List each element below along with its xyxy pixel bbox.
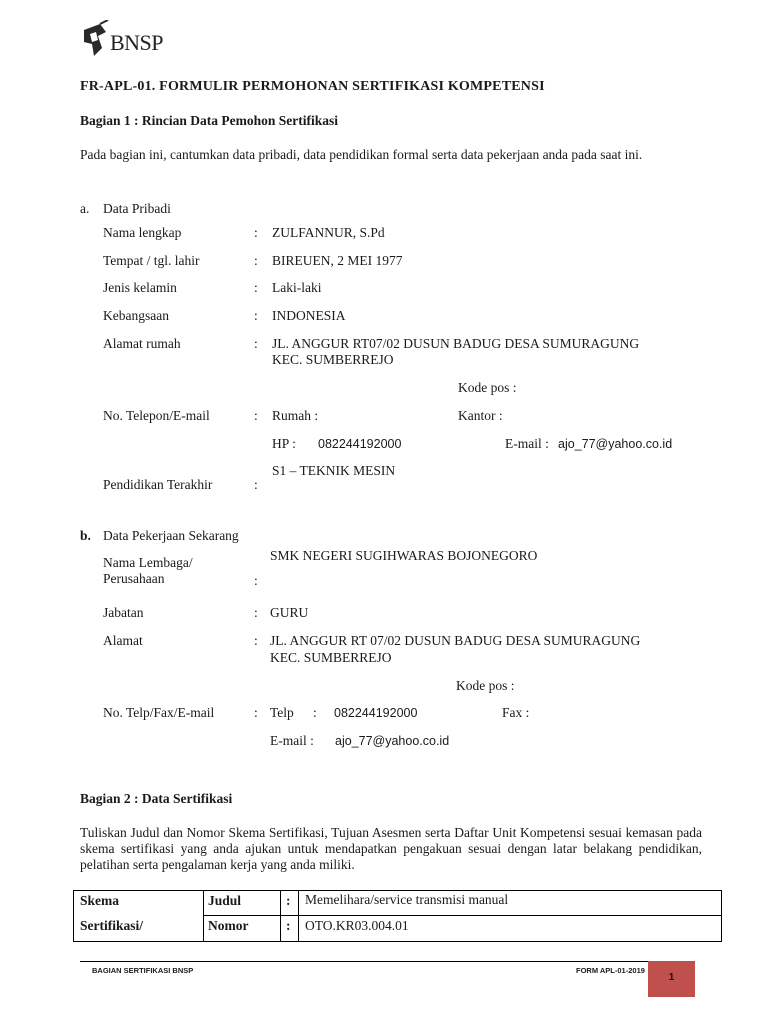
email-kantor-value: ajo_77@yahoo.co.id	[335, 734, 450, 748]
ttl-value: BIREUEN, 2 MEI 1977	[272, 253, 403, 268]
kebangsaan-value: INDONESIA	[272, 308, 346, 323]
data-pekerjaan-title: Data Pekerjaan Sekarang	[103, 528, 239, 543]
colon: :	[254, 280, 258, 295]
pendidikan-label: Pendidikan Terakhir	[103, 477, 213, 492]
list-marker-a: a.	[80, 201, 90, 216]
colon: :	[254, 336, 258, 351]
form-title: FR-APL-01. FORMULIR PERMOHONAN SERTIFIKASI KOMPETENSI	[80, 79, 545, 94]
certification-table	[73, 890, 722, 942]
skema-label-line2: Sertifikasi/	[80, 918, 143, 933]
lembaga-label-line2: Perusahaan	[103, 571, 165, 586]
email-label: E-mail :	[505, 436, 549, 451]
email-value: ajo_77@yahoo.co.id	[558, 437, 673, 451]
nama-label: Nama lengkap	[103, 225, 182, 240]
rumah-label: Rumah :	[272, 408, 319, 423]
jabatan-label: Jabatan	[103, 605, 144, 620]
telp-label: Telp	[270, 705, 294, 720]
section-1-intro: Pada bagian ini, cantumkan data pribadi, data pendidikan formal serta data pekerjaan anda pada saat ini.	[80, 147, 643, 162]
nomor-label: Nomor	[208, 918, 249, 933]
section-2-intro: Tuliskan Judul dan Nomor Skema Sertifikasi, Tujuan Asesmen serta Daftar Unit Kompetensi sesuai kemasan pada skema sertifikasi yang anda ajukan untuk mendapatkan pengakuan sesuai dengan latar belakang pendidikan, pelatihan serta pengalaman kerja yang anda miliki.	[80, 825, 702, 872]
footer-rule	[80, 961, 648, 962]
hp-value: 082244192000	[318, 437, 402, 451]
lembaga-label-line1: Nama Lembaga/	[103, 555, 193, 570]
list-marker-b: b.	[80, 528, 91, 543]
bnsp-emblem-icon	[80, 20, 110, 60]
kebangsaan-label: Kebangsaan	[103, 308, 169, 323]
fax-label: Fax :	[502, 705, 530, 720]
ttl-label: Tempat / tgl. lahir	[103, 253, 200, 268]
colon: :	[254, 705, 258, 720]
bnsp-logo-text: BNSP	[110, 30, 164, 55]
alamat-rumah-label: Alamat rumah	[103, 336, 181, 351]
lembaga-value: SMK NEGERI SUGIHWARAS BOJONEGORO	[270, 548, 538, 563]
table-divider	[203, 915, 721, 916]
kode-pos-label: Kode pos :	[458, 380, 517, 395]
footer-right-text: FORM APL-01-2019	[576, 966, 645, 975]
page-number: 1	[668, 972, 675, 983]
alamat-kantor-label: Alamat	[103, 633, 143, 648]
colon: :	[286, 918, 291, 933]
colon: :	[254, 253, 258, 268]
skema-label-line1: Skema	[80, 893, 120, 908]
telepon-email-label: No. Telepon/E-mail	[103, 408, 210, 423]
colon: :	[254, 633, 258, 648]
kode-pos-kantor-label: Kode pos :	[456, 678, 515, 693]
alamat-kantor-line2: KEC. SUMBERREJO	[270, 650, 392, 665]
colon: :	[254, 408, 258, 423]
colon: :	[313, 705, 317, 720]
jenis-kelamin-label: Jenis kelamin	[103, 280, 177, 295]
page-number-badge	[648, 961, 695, 997]
nomor-value: OTO.KR03.004.01	[305, 918, 409, 933]
section-2-heading: Bagian 2 : Data Sertifikasi	[80, 791, 233, 806]
jabatan-value: GURU	[270, 605, 309, 620]
email-kantor-label: E-mail :	[270, 733, 314, 748]
telp-value: 082244192000	[334, 706, 418, 720]
jenis-kelamin-value: Laki-laki	[272, 280, 322, 295]
pendidikan-value: S1 – TEKNIK MESIN	[272, 463, 396, 478]
table-divider	[203, 891, 204, 941]
colon: :	[254, 225, 258, 240]
nama-value: ZULFANNUR, S.Pd	[272, 225, 385, 240]
judul-label: Judul	[208, 893, 242, 908]
telp-fax-email-label: No. Telp/Fax/E-mail	[103, 705, 215, 720]
kantor-label: Kantor :	[458, 408, 503, 423]
data-pribadi-title: Data Pribadi	[103, 201, 171, 216]
judul-value: Memelihara/service transmisi manual	[305, 892, 509, 907]
alamat-kantor-line1: JL. ANGGUR RT 07/02 DUSUN BADUG DESA SUMURAGUNG	[270, 633, 641, 648]
table-divider	[280, 891, 281, 941]
colon: :	[254, 573, 258, 588]
colon: :	[254, 477, 258, 492]
colon: :	[254, 605, 258, 620]
table-divider	[298, 891, 299, 941]
footer-left-text: BAGIAN SERTIFIKASI BNSP	[92, 966, 194, 975]
section-1-heading: Bagian 1 : Rincian Data Pemohon Sertifikasi	[80, 113, 339, 128]
colon: :	[254, 308, 258, 323]
hp-label: HP :	[272, 436, 296, 451]
colon: :	[286, 893, 291, 908]
alamat-rumah-line1: JL. ANGGUR RT07/02 DUSUN BADUG DESA SUMURAGUNG	[272, 336, 640, 351]
alamat-rumah-line2: KEC. SUMBERREJO	[272, 352, 394, 367]
